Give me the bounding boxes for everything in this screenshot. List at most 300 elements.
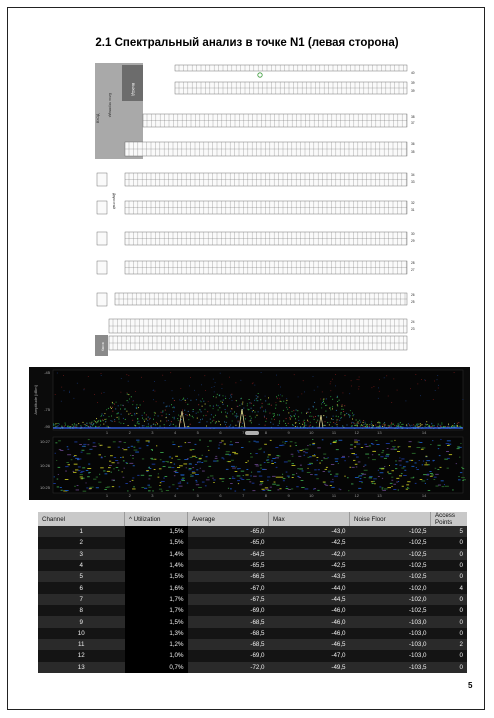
column-header-average[interactable]: Average: [188, 512, 269, 526]
waterfall-dot: [328, 471, 331, 472]
waterfall-dot: [235, 471, 238, 472]
waterfall-dot: [239, 468, 240, 469]
waterfall-dot: [105, 456, 106, 457]
waterfall-dot: [407, 481, 410, 482]
density-dot: [156, 422, 157, 423]
waterfall-dot: [399, 460, 402, 461]
waterfall-dot: [386, 443, 390, 444]
density-dot: [111, 416, 112, 417]
density-dot: [132, 404, 133, 405]
table-row[interactable]: [38, 582, 467, 593]
density-dot: [218, 405, 219, 406]
waterfall-dot: [88, 464, 90, 465]
waterfall-dot: [401, 468, 404, 469]
table-row[interactable]: [38, 605, 467, 616]
waterfall-dot: [354, 442, 358, 443]
cell-access-points: 0: [431, 616, 468, 627]
density-dot: [230, 395, 231, 396]
waterfall-dot: [135, 452, 139, 453]
waterfall-dot: [395, 461, 396, 462]
density-dot: [354, 423, 355, 424]
waterfall-dot: [103, 471, 105, 472]
density-dot: [242, 402, 243, 403]
column-header-channel[interactable]: Channel: [38, 512, 125, 526]
density-dot: [279, 421, 280, 422]
density-dot: [377, 422, 378, 423]
density-dot: [262, 403, 263, 404]
density-dot: [213, 379, 214, 380]
waterfall-dot: [189, 468, 192, 469]
waterfall-dot: [286, 472, 288, 473]
waterfall-dot: [270, 440, 272, 441]
density-dot: [222, 388, 223, 389]
table-row[interactable]: [38, 594, 467, 605]
density-dot: [440, 425, 441, 426]
density-dot: [349, 417, 350, 418]
density-dot: [308, 409, 309, 410]
density-dot: [396, 426, 397, 427]
waterfall-dot: [415, 463, 417, 464]
waterfall-dot: [456, 463, 457, 464]
waterfall-dot: [133, 465, 135, 466]
cell-average: -69,0: [188, 605, 269, 616]
waterfall-dot: [399, 465, 401, 466]
density-dot: [437, 375, 438, 376]
density-dot: [379, 426, 380, 427]
waterfall-dot: [139, 448, 142, 449]
waterfall-dot: [353, 460, 355, 461]
density-dot: [135, 391, 136, 392]
table-row[interactable]: [38, 616, 467, 627]
waterfall-dot: [224, 444, 226, 445]
density-dot: [398, 425, 399, 426]
waterfall-dot: [260, 483, 263, 484]
waterfall-dot: [333, 441, 337, 442]
density-dot: [250, 420, 251, 421]
waterfall-dot: [393, 489, 396, 490]
waterfall-dot: [391, 480, 393, 481]
waterfall-dot: [159, 468, 162, 469]
density-dot: [277, 398, 278, 399]
waterfall-dot: [382, 478, 383, 479]
waterfall-dot: [222, 481, 224, 482]
channel-tick-label: 9: [287, 430, 290, 435]
channel-tick-label: 6: [219, 430, 222, 435]
waterfall-dot: [407, 487, 408, 488]
density-dot: [120, 423, 121, 424]
density-dot: [128, 375, 129, 376]
cell-utilization: 1,0%: [125, 650, 188, 661]
density-dot: [320, 399, 321, 400]
table-row[interactable]: [38, 662, 467, 673]
waterfall-dot: [183, 464, 187, 465]
waterfall-dot: [230, 441, 232, 442]
waterfall-dot: [228, 461, 231, 462]
waterfall-dot: [264, 444, 267, 445]
cell-access-points: 0: [431, 594, 468, 605]
density-dot: [341, 412, 342, 413]
waterfall-dot: [78, 470, 80, 471]
density-dot: [263, 411, 264, 412]
waterfall-dot: [457, 447, 460, 448]
time-tick-label: 10:25: [39, 485, 50, 490]
time-tick-label: 10:26: [39, 463, 50, 468]
density-dot: [438, 388, 439, 389]
row-number-label: 38: [411, 115, 415, 119]
waterfall-dot: [355, 477, 359, 478]
density-dot: [203, 401, 204, 402]
density-dot: [314, 419, 315, 420]
density-dot: [218, 410, 219, 411]
column-header-utilization[interactable]: [125, 512, 188, 526]
waterfall-dot: [55, 453, 56, 454]
channel-tick-label: 10: [309, 493, 314, 498]
waterfall-dot: [372, 454, 373, 455]
waterfall-dot: [358, 476, 359, 477]
waterfall-dot: [407, 488, 410, 489]
waterfall-dot: [372, 483, 374, 484]
density-dot: [332, 379, 333, 380]
cell-max: -46,5: [269, 639, 350, 650]
waterfall-dot: [232, 452, 236, 453]
density-dot: [84, 424, 85, 425]
waterfall-dot: [390, 483, 393, 484]
waterfall-dot: [272, 458, 275, 459]
waterfall-dot: [385, 456, 389, 457]
density-dot: [458, 422, 459, 423]
cell-utilization: 1,5%: [125, 526, 188, 537]
density-dot: [389, 426, 390, 427]
waterfall-dot: [441, 480, 444, 481]
density-dot: [411, 425, 412, 426]
density-dot: [350, 410, 351, 411]
density-dot: [257, 400, 258, 401]
density-dot: [332, 399, 333, 400]
waterfall-dot: [65, 479, 69, 480]
cell-channel: 9: [38, 616, 125, 627]
sort-indicator-icon: ^: [129, 515, 134, 523]
density-dot: [125, 409, 126, 410]
density-dot: [382, 424, 383, 425]
density-dot: [307, 420, 308, 421]
cell-max: -42,5: [269, 537, 350, 548]
waterfall-dot: [178, 446, 179, 447]
density-dot: [261, 372, 262, 373]
waterfall-dot: [403, 466, 406, 467]
density-dot: [122, 405, 123, 406]
table-row[interactable]: [38, 560, 467, 571]
cell-access-points: 0: [431, 605, 468, 616]
waterfall-dot: [378, 470, 379, 471]
density-dot: [165, 380, 166, 381]
density-dot: [100, 421, 101, 422]
row-number-label: 31: [411, 208, 415, 212]
waterfall-dot: [288, 477, 290, 478]
column-header-access-points[interactable]: Access Points: [431, 512, 468, 526]
density-dot: [296, 410, 297, 411]
table-row[interactable]: [38, 650, 467, 661]
waterfall-dot: [384, 466, 385, 467]
waterfall-dot: [88, 473, 89, 474]
density-dot: [100, 420, 101, 421]
waterfall-dot: [309, 444, 311, 445]
waterfall-dot: [425, 483, 426, 484]
waterfall-dot: [301, 487, 304, 488]
waterfall-dot: [409, 441, 412, 442]
density-dot: [330, 422, 331, 423]
density-dot: [275, 408, 276, 409]
waterfall-dot: [243, 489, 245, 490]
density-dot: [347, 425, 348, 426]
density-dot: [393, 379, 394, 380]
waterfall-dot: [264, 462, 266, 463]
density-dot: [76, 425, 77, 426]
channel-tick-label: 4: [173, 493, 177, 498]
waterfall-dot: [382, 450, 384, 451]
density-dot: [185, 400, 186, 401]
density-dot: [337, 419, 338, 420]
density-dot: [53, 424, 54, 425]
waterfall-dot: [88, 439, 90, 440]
density-dot: [372, 387, 373, 388]
density-dot: [406, 424, 407, 425]
density-dot: [181, 422, 182, 423]
waterfall-dot: [401, 473, 403, 474]
density-dot: [118, 419, 119, 420]
density-dot: [435, 390, 436, 391]
waterfall-dot: [74, 486, 76, 487]
table-row[interactable]: [38, 537, 467, 548]
waterfall-dot: [255, 453, 257, 454]
waterfall-dot: [83, 491, 87, 492]
waterfall-dot: [202, 482, 205, 483]
waterfall-dot: [382, 490, 386, 491]
density-dot: [433, 399, 434, 400]
waterfall-dot: [308, 464, 312, 465]
waterfall-dot: [230, 483, 233, 484]
waterfall-dot: [146, 470, 149, 471]
waterfall-dot: [172, 484, 174, 485]
density-dot: [276, 396, 277, 397]
density-dot: [235, 400, 236, 401]
density-dot: [262, 407, 263, 408]
density-dot: [162, 412, 163, 413]
waterfall-dot: [60, 487, 62, 488]
waterfall-dot: [300, 465, 302, 466]
waterfall-dot: [207, 446, 209, 447]
density-dot: [330, 396, 331, 397]
density-dot: [69, 392, 70, 393]
waterfall-dot: [406, 461, 409, 462]
density-dot: [388, 396, 389, 397]
waterfall-dot: [67, 446, 69, 447]
density-dot: [350, 415, 351, 416]
density-dot: [314, 402, 315, 403]
waterfall-dot: [282, 474, 283, 475]
density-dot: [392, 424, 393, 425]
density-dot: [232, 413, 233, 414]
waterfall-dot: [335, 461, 338, 462]
density-dot: [57, 373, 58, 374]
table-row[interactable]: [38, 549, 467, 560]
waterfall-dot: [79, 444, 82, 445]
density-dot: [154, 415, 155, 416]
density-dot: [408, 423, 409, 424]
waterfall-dot: [459, 457, 460, 458]
density-dot: [78, 423, 79, 424]
density-dot: [88, 426, 89, 427]
cell-access-points: 0: [431, 650, 468, 661]
density-dot: [265, 400, 266, 401]
waterfall-dot: [435, 468, 437, 469]
waterfall-dot: [160, 482, 162, 483]
density-dot: [359, 377, 360, 378]
density-dot: [384, 426, 385, 427]
density-dot: [172, 407, 173, 408]
waterfall-dot: [277, 489, 279, 490]
density-dot: [279, 423, 280, 424]
waterfall-dot: [124, 468, 125, 469]
waterfall-dot: [117, 463, 119, 464]
measurement-point-marker: [258, 73, 262, 77]
waterfall-dot: [369, 476, 372, 477]
waterfall-dot: [252, 490, 255, 491]
density-dot: [268, 404, 269, 405]
density-dot: [265, 411, 266, 412]
density-dot: [391, 426, 392, 427]
waterfall-dot: [317, 490, 319, 491]
density-dot: [211, 414, 212, 415]
density-dot: [167, 406, 168, 407]
waterfall-dot: [253, 476, 257, 477]
density-dot: [104, 392, 105, 393]
density-dot: [369, 424, 370, 425]
density-dot: [325, 411, 326, 412]
density-dot: [349, 415, 350, 416]
waterfall-dot: [132, 458, 134, 459]
waterfall-dot: [360, 478, 362, 479]
waterfall-dot: [215, 458, 218, 459]
density-dot: [425, 426, 426, 427]
density-dot: [235, 415, 236, 416]
page-number: 5: [468, 681, 473, 690]
density-dot: [359, 420, 360, 421]
density-dot: [428, 425, 429, 426]
density-dot: [353, 414, 354, 415]
waterfall-dot: [408, 446, 411, 447]
density-dot: [169, 425, 170, 426]
waterfall-dot: [80, 474, 83, 475]
density-dot: [139, 423, 140, 424]
density-dot: [120, 405, 121, 406]
waterfall-dot: [159, 485, 160, 486]
timeline-scroll-handle[interactable]: [245, 431, 259, 435]
waterfall-dot: [137, 442, 139, 443]
table-row[interactable]: [38, 571, 467, 582]
column-header-noise-floor[interactable]: Noise Floor: [350, 512, 431, 526]
waterfall-dot: [338, 463, 339, 464]
channel-tick-label: 13: [377, 430, 382, 435]
waterfall-dot: [132, 480, 134, 481]
cell-channel: 11: [38, 639, 125, 650]
density-dot: [64, 390, 65, 391]
density-dot: [164, 424, 165, 425]
cell-utilization: 1,4%: [125, 549, 188, 560]
table-row[interactable]: [38, 639, 467, 650]
waterfall-dot: [180, 481, 181, 482]
cell-average: -68,5: [188, 616, 269, 627]
column-header-max[interactable]: Max: [269, 512, 350, 526]
density-dot: [136, 413, 137, 414]
waterfall-dot: [314, 469, 317, 470]
density-dot: [210, 422, 211, 423]
density-dot: [219, 395, 220, 396]
waterfall-dot: [366, 446, 369, 447]
density-dot: [457, 425, 458, 426]
waterfall-dot: [395, 468, 397, 469]
density-dot: [359, 379, 360, 380]
density-dot: [357, 423, 358, 424]
density-dot: [420, 425, 421, 426]
waterfall-dot: [292, 463, 294, 464]
waterfall-dot: [190, 474, 191, 475]
waterfall-dot: [416, 467, 417, 468]
density-dot: [166, 421, 167, 422]
density-dot: [310, 425, 311, 426]
table-row[interactable]: [38, 628, 467, 639]
density-dot: [313, 406, 314, 407]
waterfall-dot: [458, 479, 461, 480]
density-dot: [210, 419, 211, 420]
density-dot: [184, 410, 185, 411]
waterfall-dot: [74, 442, 77, 443]
density-dot: [158, 416, 159, 417]
cell-channel: 1: [38, 526, 125, 537]
density-dot: [273, 424, 274, 425]
waterfall-dot: [431, 475, 434, 476]
waterfall-dot: [193, 489, 194, 490]
table-row[interactable]: [38, 526, 467, 537]
density-dot: [58, 425, 59, 426]
density-dot: [425, 424, 426, 425]
density-dot: [112, 411, 113, 412]
density-dot: [198, 395, 199, 396]
density-dot: [236, 416, 237, 417]
density-dot: [222, 384, 223, 385]
waterfall-dot: [111, 472, 112, 473]
waterfall-dot: [361, 482, 363, 483]
density-dot: [309, 426, 310, 427]
waterfall-dot: [118, 447, 120, 448]
waterfall-dot: [188, 469, 191, 470]
density-dot: [327, 422, 328, 423]
density-dot: [98, 427, 99, 428]
waterfall-dot: [241, 447, 244, 448]
density-dot: [313, 376, 314, 377]
waterfall-dot: [404, 470, 406, 471]
density-dot: [336, 410, 337, 411]
waterfall-dot: [350, 444, 353, 445]
density-dot: [247, 409, 248, 410]
waterfall-dot: [276, 485, 279, 486]
density-dot: [205, 390, 206, 391]
waterfall-dot: [230, 488, 232, 489]
density-dot: [398, 423, 399, 424]
waterfall-dot: [398, 447, 400, 448]
waterfall-dot: [162, 461, 165, 462]
density-dot: [256, 395, 257, 396]
density-dot: [277, 414, 278, 415]
